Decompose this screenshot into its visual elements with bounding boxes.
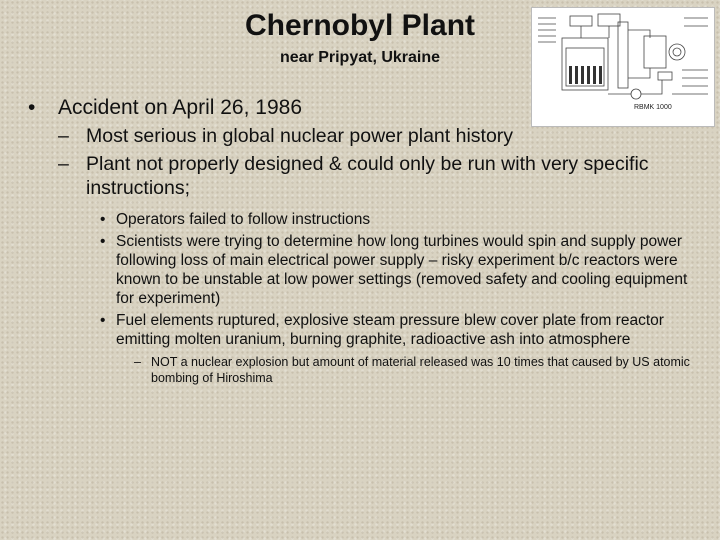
bullet-level2-text: Plant not properly designed & could only be run with very specific instructions; [86,153,649,199]
bullet-level2-item [28,124,708,148]
slide-subtitle: near Pripyat, Ukraine [279,49,441,66]
bullet-level2-text: Most serious in global nuclear power plant history [86,125,514,147]
bullet-level3-list [28,210,708,349]
slide-title: Chernobyl Plant [244,9,476,42]
bullet-level4-item [28,354,691,386]
bullet-dot-icon: • [100,312,106,329]
bullet-dot-icon: • [28,96,36,119]
diagram-label: RBMK 1000 [634,104,672,111]
bullet-level4-text: NOT a nuclear explosion but amount of material released was 10 times that caused by US atomic bombing of Hiroshima [151,355,690,385]
bullet-level1 [28,95,708,120]
bullet-level3-text: Scientists were trying to determine how long turbines would spin and supply power following loss of main electrical power supply – risky experiment b/c reactors were known to be unstable at low power settings (removed safety and cooling equipment for experiment) [116,233,688,307]
bullet-level3-text: Fuel elements ruptured, explosive steam pressure blew cover plate from reactor emitting molten uranium, burning graphite, radioactive ash into atmosphere [116,312,664,348]
bullet-level3-item [28,311,708,349]
dash-icon: – [58,125,69,147]
bullet-level3-text: Operators failed to follow instructions [116,211,371,228]
bullet-dot-icon: • [100,233,106,250]
bullet-level1-text: Accident on April 26, 1986 [58,96,303,119]
dash-icon: – [58,153,69,175]
bullet-level2-item [28,152,708,200]
slide-content [28,95,708,386]
bullet-level3-item [28,232,708,308]
bullet-level3-item [28,210,708,229]
bullet-dot-icon: • [100,211,106,228]
dash-icon: – [134,355,141,369]
